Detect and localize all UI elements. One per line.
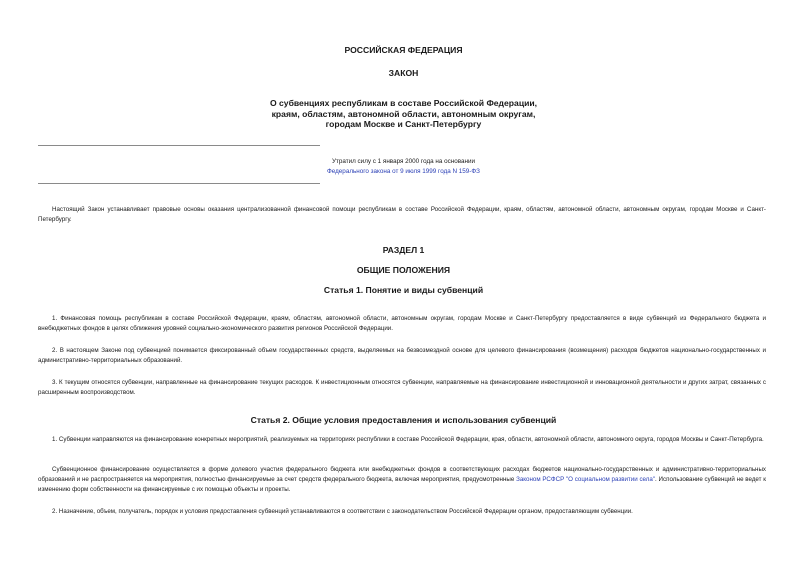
title-line: городам Москве и Санкт-Петербургу [325,119,482,129]
intro-paragraph: Настоящий Закон устанавливает правовые основы оказания централизованной финансовой помощи республикам в составе Российской Федерации, краям, областям, автономной области, автономным округам, городам Москве и Санкт-Петербургу. [38,206,766,223]
article1-title: Статья 1. Понятие и виды субвенций [323,285,484,295]
divider-bottom [38,183,320,184]
divider-top [38,145,320,146]
title-line: краям, областям, автономной области, автономным округам, [271,108,536,119]
rural-development-law-link[interactable]: Законом РСФСР "О социальном развитии села" [516,476,656,483]
title-line: О субвенциях республикам в составе Российской Федерации, [269,98,538,108]
status-line: Утратил силу с 1 января 2000 года на основании [331,158,476,165]
article2-p2-text: Субвенционное финансирование осуществляется в форме долевого участия федерального бюджета или внебюджетных фондов в соответствующих расходах бюджетов национально-государственных и административно-территориальных образований и не распространяется на мероприятия, полностью финансируемые за счет средств федерального бюджета, включая мероприятия, предусмотренные [38,466,766,483]
article2-paragraph-3: 2. Назначение, объем, получатель, порядок и условия предоставления субвенций устанавливаются в соответствии с законодательством Российской Федерации органом, предоставляющим субвенции. [52,508,633,515]
federation-heading: РОССИЙСКАЯ ФЕДЕРАЦИЯ [344,45,463,55]
document-title [0,98,807,130]
article1-paragraph-1: 1. Финансовая помощь республикам в составе Российской Федерации, краям, областям, автономной области, автономным округам, городам Москве и Санкт-Петербургу предоставляется в виде субвенций из Федерального бюджета и внебюджетных фондов в целях сближения уровней социально-экономического развития регионов Российской Федерации. [38,315,766,332]
article1-paragraph-3: 3. К текущим относятся субвенции, направленные на финансирование текущих расходов. К инвестиционным относятся субвенции, направляемые на финансирование инвестиционной и инновационной деятельности и других затрат, связанных с расширенным воспроизводством. [38,379,766,396]
article1-paragraph-2: 2. В настоящем Законе под субвенцией понимается фиксированный объем государственных средств, выделяемых на безвозмездной основе для целевого финансирования (возмещения) расходов бюджетов национально-государственных и административно-территориальных образований. [38,347,766,364]
status-link-row [0,167,807,177]
section-number: РАЗДЕЛ 1 [382,245,425,255]
article2-title: Статья 2. Общие условия предоставления и использования субвенций [250,415,557,425]
article2-p2-text-end: . Использование субвенций не ведет к изменению форм собственности на финансируемые с их помощью объекты и проекты. [38,476,766,493]
section-name: ОБЩИЕ ПОЛОЖЕНИЯ [356,265,451,275]
article2-paragraph-1: 1. Субвенции направляются на финансирование конкретных мероприятий, реализуемых на территориях республики в составе Российской Федерации, края, области, автономной области, автономного округа, городов Москвы и Санкт-Петербурга. [52,436,764,443]
article2-paragraph-2 [38,465,766,495]
repeal-law-link[interactable]: Федерального закона от 9 июля 1999 года N 159-ФЗ [326,168,480,175]
doc-type-heading: ЗАКОН [388,68,419,78]
